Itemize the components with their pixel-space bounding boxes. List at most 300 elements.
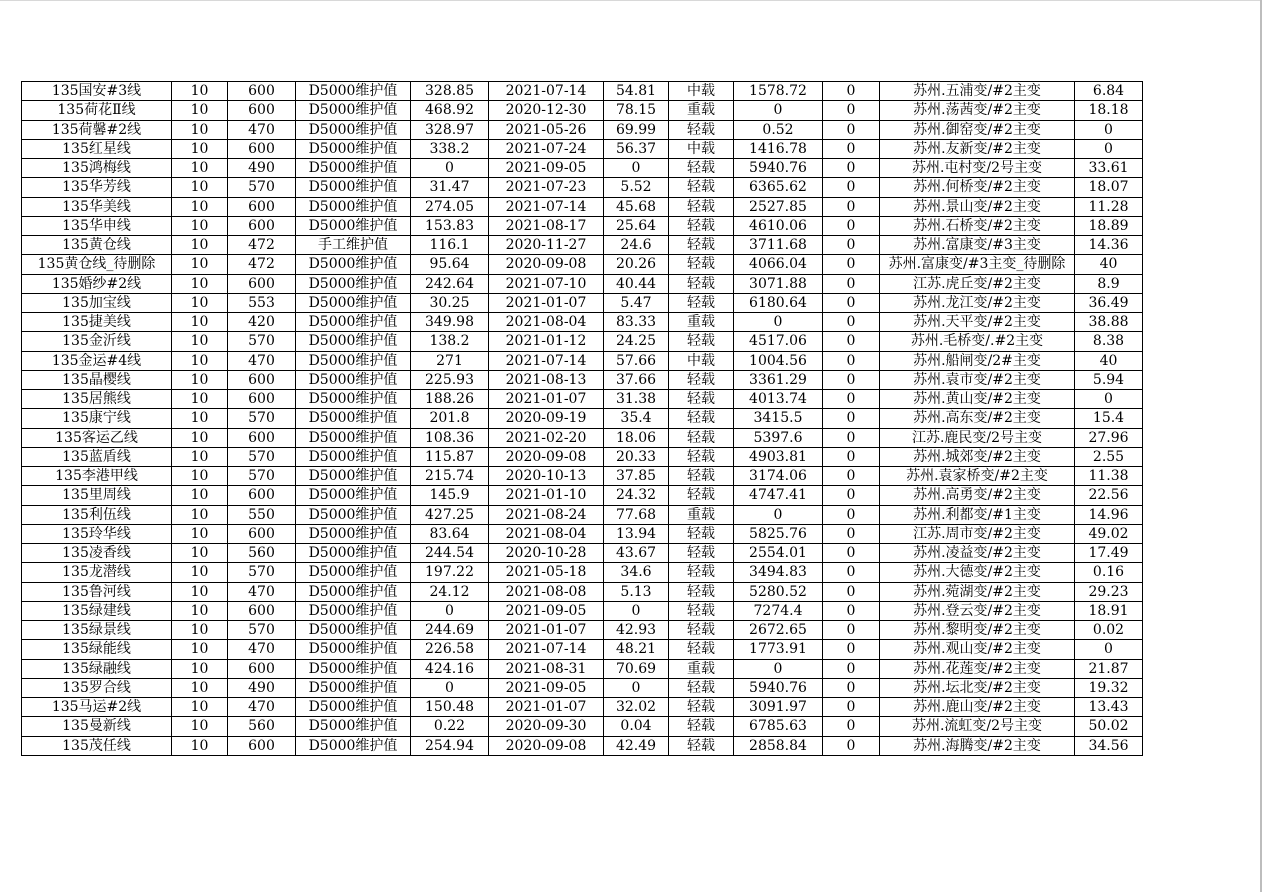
transformer-rate-cell[interactable]: 18.91 xyxy=(1075,601,1143,620)
zero-cell[interactable]: 0 xyxy=(823,101,880,120)
transformer-rate-cell[interactable]: 6.84 xyxy=(1075,82,1143,101)
current-cell[interactable]: 83.64 xyxy=(411,524,489,543)
value-source-cell[interactable]: D5000维护值 xyxy=(296,390,411,409)
current-cell[interactable]: 215.74 xyxy=(411,467,489,486)
current-cell[interactable]: 150.48 xyxy=(411,698,489,717)
voltage-cell[interactable]: 10 xyxy=(172,582,228,601)
voltage-cell[interactable]: 10 xyxy=(172,197,228,216)
load-status-cell[interactable]: 轻载 xyxy=(669,486,734,505)
transformer-rate-cell[interactable]: 50.02 xyxy=(1075,717,1143,736)
margin-cell[interactable]: 2672.65 xyxy=(734,621,823,640)
margin-cell[interactable]: 2527.85 xyxy=(734,197,823,216)
voltage-cell[interactable]: 10 xyxy=(172,640,228,659)
load-status-cell[interactable]: 轻载 xyxy=(669,621,734,640)
load-rate-cell[interactable]: 54.81 xyxy=(604,82,669,101)
rated-capacity-cell[interactable]: 600 xyxy=(228,736,296,755)
voltage-cell[interactable]: 10 xyxy=(172,139,228,158)
voltage-cell[interactable]: 10 xyxy=(172,120,228,139)
load-rate-cell[interactable]: 34.6 xyxy=(604,563,669,582)
date-cell[interactable]: 2021-01-10 xyxy=(489,486,604,505)
substation-transformer-cell[interactable]: 苏州.天平变/#2主变 xyxy=(880,313,1075,332)
substation-transformer-cell[interactable]: 苏州.屯村变/2号主变 xyxy=(880,159,1075,178)
zero-cell[interactable]: 0 xyxy=(823,409,880,428)
current-cell[interactable]: 225.93 xyxy=(411,370,489,389)
zero-cell[interactable]: 0 xyxy=(823,601,880,620)
value-source-cell[interactable]: D5000维护值 xyxy=(296,197,411,216)
substation-transformer-cell[interactable]: 苏州.龙江变/#2主变 xyxy=(880,293,1075,312)
current-cell[interactable]: 468.92 xyxy=(411,101,489,120)
current-cell[interactable]: 108.36 xyxy=(411,428,489,447)
line-name-cell[interactable]: 135捷美线 xyxy=(22,313,172,332)
zero-cell[interactable]: 0 xyxy=(823,197,880,216)
substation-transformer-cell[interactable]: 苏州.黄山变/#2主变 xyxy=(880,390,1075,409)
load-status-cell[interactable]: 轻载 xyxy=(669,544,734,563)
voltage-cell[interactable]: 10 xyxy=(172,159,228,178)
zero-cell[interactable]: 0 xyxy=(823,486,880,505)
current-cell[interactable]: 197.22 xyxy=(411,563,489,582)
line-name-cell[interactable]: 135绿建线 xyxy=(22,601,172,620)
date-cell[interactable]: 2021-05-18 xyxy=(489,563,604,582)
current-cell[interactable]: 95.64 xyxy=(411,255,489,274)
line-name-cell[interactable]: 135加宝线 xyxy=(22,293,172,312)
transformer-rate-cell[interactable]: 40 xyxy=(1075,351,1143,370)
date-cell[interactable]: 2020-09-08 xyxy=(489,255,604,274)
current-cell[interactable]: 242.64 xyxy=(411,274,489,293)
load-status-cell[interactable]: 轻载 xyxy=(669,197,734,216)
line-name-cell[interactable]: 135凌香线 xyxy=(22,544,172,563)
line-name-cell[interactable]: 135国安#3线 xyxy=(22,82,172,101)
value-source-cell[interactable]: D5000维护值 xyxy=(296,659,411,678)
load-status-cell[interactable]: 轻载 xyxy=(669,370,734,389)
margin-cell[interactable]: 3711.68 xyxy=(734,236,823,255)
line-name-cell[interactable]: 135绿融线 xyxy=(22,659,172,678)
margin-cell[interactable]: 0 xyxy=(734,313,823,332)
margin-cell[interactable]: 0 xyxy=(734,505,823,524)
load-status-cell[interactable]: 重载 xyxy=(669,659,734,678)
current-cell[interactable]: 244.54 xyxy=(411,544,489,563)
substation-transformer-cell[interactable]: 苏州.富康变/#3主变_待删除 xyxy=(880,255,1075,274)
line-name-cell[interactable]: 135里周线 xyxy=(22,486,172,505)
value-source-cell[interactable]: D5000维护值 xyxy=(296,601,411,620)
line-name-cell[interactable]: 135鸿梅线 xyxy=(22,159,172,178)
value-source-cell[interactable]: D5000维护值 xyxy=(296,101,411,120)
rated-capacity-cell[interactable]: 470 xyxy=(228,698,296,717)
date-cell[interactable]: 2020-12-30 xyxy=(489,101,604,120)
load-rate-cell[interactable]: 57.66 xyxy=(604,351,669,370)
margin-cell[interactable]: 6365.62 xyxy=(734,178,823,197)
value-source-cell[interactable]: D5000维护值 xyxy=(296,159,411,178)
date-cell[interactable]: 2020-09-30 xyxy=(489,717,604,736)
transformer-rate-cell[interactable]: 0.16 xyxy=(1075,563,1143,582)
voltage-cell[interactable]: 10 xyxy=(172,486,228,505)
substation-transformer-cell[interactable]: 苏州.景山变/#2主变 xyxy=(880,197,1075,216)
substation-transformer-cell[interactable]: 江苏.鹿民变/2号主变 xyxy=(880,428,1075,447)
transformer-rate-cell[interactable]: 27.96 xyxy=(1075,428,1143,447)
voltage-cell[interactable]: 10 xyxy=(172,717,228,736)
load-rate-cell[interactable]: 31.38 xyxy=(604,390,669,409)
current-cell[interactable]: 0 xyxy=(411,601,489,620)
voltage-cell[interactable]: 10 xyxy=(172,351,228,370)
margin-cell[interactable]: 7274.4 xyxy=(734,601,823,620)
transformer-rate-cell[interactable]: 17.49 xyxy=(1075,544,1143,563)
date-cell[interactable]: 2021-08-17 xyxy=(489,216,604,235)
zero-cell[interactable]: 0 xyxy=(823,678,880,697)
substation-transformer-cell[interactable]: 苏州.船闸变/2#主变 xyxy=(880,351,1075,370)
load-rate-cell[interactable]: 37.85 xyxy=(604,467,669,486)
current-cell[interactable]: 338.2 xyxy=(411,139,489,158)
date-cell[interactable]: 2021-07-23 xyxy=(489,178,604,197)
current-cell[interactable]: 0 xyxy=(411,159,489,178)
transformer-rate-cell[interactable]: 8.9 xyxy=(1075,274,1143,293)
zero-cell[interactable]: 0 xyxy=(823,332,880,351)
load-status-cell[interactable]: 轻载 xyxy=(669,563,734,582)
zero-cell[interactable]: 0 xyxy=(823,255,880,274)
transformer-rate-cell[interactable]: 11.28 xyxy=(1075,197,1143,216)
load-status-cell[interactable]: 轻载 xyxy=(669,678,734,697)
load-status-cell[interactable]: 轻载 xyxy=(669,178,734,197)
date-cell[interactable]: 2021-07-14 xyxy=(489,351,604,370)
rated-capacity-cell[interactable]: 420 xyxy=(228,313,296,332)
substation-transformer-cell[interactable]: 苏州.登云变/#2主变 xyxy=(880,601,1075,620)
substation-transformer-cell[interactable]: 苏州.坛北变/#2主变 xyxy=(880,678,1075,697)
voltage-cell[interactable]: 10 xyxy=(172,313,228,332)
line-name-cell[interactable]: 135晶樱线 xyxy=(22,370,172,389)
load-status-cell[interactable]: 轻载 xyxy=(669,717,734,736)
transformer-rate-cell[interactable]: 40 xyxy=(1075,255,1143,274)
load-rate-cell[interactable]: 0.04 xyxy=(604,717,669,736)
current-cell[interactable]: 116.1 xyxy=(411,236,489,255)
date-cell[interactable]: 2021-09-05 xyxy=(489,159,604,178)
substation-transformer-cell[interactable]: 江苏.周市变/#2主变 xyxy=(880,524,1075,543)
line-name-cell[interactable]: 135绿能线 xyxy=(22,640,172,659)
transformer-rate-cell[interactable]: 19.32 xyxy=(1075,678,1143,697)
value-source-cell[interactable]: D5000维护值 xyxy=(296,505,411,524)
current-cell[interactable]: 31.47 xyxy=(411,178,489,197)
load-status-cell[interactable]: 轻载 xyxy=(669,447,734,466)
rated-capacity-cell[interactable]: 570 xyxy=(228,621,296,640)
substation-transformer-cell[interactable]: 江苏.虎丘变/#2主变 xyxy=(880,274,1075,293)
date-cell[interactable]: 2020-10-28 xyxy=(489,544,604,563)
value-source-cell[interactable]: D5000维护值 xyxy=(296,274,411,293)
rated-capacity-cell[interactable]: 490 xyxy=(228,159,296,178)
line-name-cell[interactable]: 135李港甲线 xyxy=(22,467,172,486)
line-name-cell[interactable]: 135蓝盾线 xyxy=(22,447,172,466)
zero-cell[interactable]: 0 xyxy=(823,390,880,409)
load-status-cell[interactable]: 轻载 xyxy=(669,236,734,255)
zero-cell[interactable]: 0 xyxy=(823,428,880,447)
date-cell[interactable]: 2021-08-13 xyxy=(489,370,604,389)
load-status-cell[interactable]: 轻载 xyxy=(669,428,734,447)
current-cell[interactable]: 30.25 xyxy=(411,293,489,312)
load-rate-cell[interactable]: 40.44 xyxy=(604,274,669,293)
voltage-cell[interactable]: 10 xyxy=(172,409,228,428)
current-cell[interactable]: 226.58 xyxy=(411,640,489,659)
margin-cell[interactable]: 4610.06 xyxy=(734,216,823,235)
load-status-cell[interactable]: 轻载 xyxy=(669,640,734,659)
current-cell[interactable]: 427.25 xyxy=(411,505,489,524)
value-source-cell[interactable]: D5000维护值 xyxy=(296,178,411,197)
load-rate-cell[interactable]: 25.64 xyxy=(604,216,669,235)
date-cell[interactable]: 2020-11-27 xyxy=(489,236,604,255)
value-source-cell[interactable]: D5000维护值 xyxy=(296,216,411,235)
zero-cell[interactable]: 0 xyxy=(823,236,880,255)
date-cell[interactable]: 2021-08-31 xyxy=(489,659,604,678)
value-source-cell[interactable]: D5000维护值 xyxy=(296,467,411,486)
substation-transformer-cell[interactable]: 苏州.友新变/#2主变 xyxy=(880,139,1075,158)
load-rate-cell[interactable]: 78.15 xyxy=(604,101,669,120)
value-source-cell[interactable]: D5000维护值 xyxy=(296,544,411,563)
current-cell[interactable]: 349.98 xyxy=(411,313,489,332)
voltage-cell[interactable]: 10 xyxy=(172,601,228,620)
transformer-rate-cell[interactable]: 0.02 xyxy=(1075,621,1143,640)
margin-cell[interactable]: 3091.97 xyxy=(734,698,823,717)
margin-cell[interactable]: 1578.72 xyxy=(734,82,823,101)
load-rate-cell[interactable]: 45.68 xyxy=(604,197,669,216)
transformer-rate-cell[interactable]: 5.94 xyxy=(1075,370,1143,389)
transformer-rate-cell[interactable]: 38.88 xyxy=(1075,313,1143,332)
load-status-cell[interactable]: 轻载 xyxy=(669,601,734,620)
zero-cell[interactable]: 0 xyxy=(823,139,880,158)
date-cell[interactable]: 2021-02-20 xyxy=(489,428,604,447)
margin-cell[interactable]: 3071.88 xyxy=(734,274,823,293)
load-status-cell[interactable]: 轻载 xyxy=(669,524,734,543)
substation-transformer-cell[interactable]: 苏州.流虹变/2号主变 xyxy=(880,717,1075,736)
substation-transformer-cell[interactable]: 苏州.高东变/#2主变 xyxy=(880,409,1075,428)
voltage-cell[interactable]: 10 xyxy=(172,255,228,274)
substation-transformer-cell[interactable]: 苏州.何桥变/#2主变 xyxy=(880,178,1075,197)
substation-transformer-cell[interactable]: 苏州.五浦变/#2主变 xyxy=(880,82,1075,101)
transformer-rate-cell[interactable]: 2.55 xyxy=(1075,447,1143,466)
voltage-cell[interactable]: 10 xyxy=(172,332,228,351)
substation-transformer-cell[interactable]: 苏州.黎明变/#2主变 xyxy=(880,621,1075,640)
date-cell[interactable]: 2021-09-05 xyxy=(489,678,604,697)
line-name-cell[interactable]: 135金运#4线 xyxy=(22,351,172,370)
date-cell[interactable]: 2021-07-14 xyxy=(489,82,604,101)
substation-transformer-cell[interactable]: 苏州.利都变/#1主变 xyxy=(880,505,1075,524)
transformer-rate-cell[interactable]: 29.23 xyxy=(1075,582,1143,601)
load-rate-cell[interactable]: 20.26 xyxy=(604,255,669,274)
line-name-cell[interactable]: 135玲华线 xyxy=(22,524,172,543)
value-source-cell[interactable]: D5000维护值 xyxy=(296,255,411,274)
date-cell[interactable]: 2021-08-04 xyxy=(489,313,604,332)
line-name-cell[interactable]: 135曼新线 xyxy=(22,717,172,736)
zero-cell[interactable]: 0 xyxy=(823,467,880,486)
voltage-cell[interactable]: 10 xyxy=(172,274,228,293)
line-name-cell[interactable]: 135绿景线 xyxy=(22,621,172,640)
current-cell[interactable]: 201.8 xyxy=(411,409,489,428)
value-source-cell[interactable]: D5000维护值 xyxy=(296,313,411,332)
zero-cell[interactable]: 0 xyxy=(823,698,880,717)
rated-capacity-cell[interactable]: 490 xyxy=(228,678,296,697)
value-source-cell[interactable]: D5000维护值 xyxy=(296,678,411,697)
load-rate-cell[interactable]: 0 xyxy=(604,601,669,620)
load-status-cell[interactable]: 轻载 xyxy=(669,390,734,409)
current-cell[interactable]: 138.2 xyxy=(411,332,489,351)
zero-cell[interactable]: 0 xyxy=(823,178,880,197)
value-source-cell[interactable]: D5000维护值 xyxy=(296,139,411,158)
current-cell[interactable]: 328.85 xyxy=(411,82,489,101)
zero-cell[interactable]: 0 xyxy=(823,313,880,332)
load-rate-cell[interactable]: 32.02 xyxy=(604,698,669,717)
margin-cell[interactable]: 5825.76 xyxy=(734,524,823,543)
line-name-cell[interactable]: 135罗合线 xyxy=(22,678,172,697)
zero-cell[interactable]: 0 xyxy=(823,216,880,235)
voltage-cell[interactable]: 10 xyxy=(172,563,228,582)
current-cell[interactable]: 0.22 xyxy=(411,717,489,736)
line-name-cell[interactable]: 135康宁线 xyxy=(22,409,172,428)
date-cell[interactable]: 2021-01-07 xyxy=(489,621,604,640)
value-source-cell[interactable]: D5000维护值 xyxy=(296,293,411,312)
margin-cell[interactable]: 1416.78 xyxy=(734,139,823,158)
load-status-cell[interactable]: 重载 xyxy=(669,101,734,120)
load-rate-cell[interactable]: 43.67 xyxy=(604,544,669,563)
line-name-cell[interactable]: 135金沂线 xyxy=(22,332,172,351)
transformer-rate-cell[interactable]: 22.56 xyxy=(1075,486,1143,505)
line-name-cell[interactable]: 135龙潜线 xyxy=(22,563,172,582)
substation-transformer-cell[interactable]: 苏州.富康变/#3主变 xyxy=(880,236,1075,255)
value-source-cell[interactable]: D5000维护值 xyxy=(296,447,411,466)
transformer-rate-cell[interactable]: 18.18 xyxy=(1075,101,1143,120)
date-cell[interactable]: 2021-07-14 xyxy=(489,640,604,659)
rated-capacity-cell[interactable]: 600 xyxy=(228,101,296,120)
rated-capacity-cell[interactable]: 560 xyxy=(228,717,296,736)
load-rate-cell[interactable]: 0 xyxy=(604,159,669,178)
margin-cell[interactable]: 1004.56 xyxy=(734,351,823,370)
current-cell[interactable]: 274.05 xyxy=(411,197,489,216)
line-name-cell[interactable]: 135红星线 xyxy=(22,139,172,158)
line-name-cell[interactable]: 135马运#2线 xyxy=(22,698,172,717)
line-name-cell[interactable]: 135华申线 xyxy=(22,216,172,235)
date-cell[interactable]: 2021-01-12 xyxy=(489,332,604,351)
load-status-cell[interactable]: 轻载 xyxy=(669,332,734,351)
rated-capacity-cell[interactable]: 470 xyxy=(228,120,296,139)
transformer-rate-cell[interactable]: 8.38 xyxy=(1075,332,1143,351)
margin-cell[interactable]: 3174.06 xyxy=(734,467,823,486)
voltage-cell[interactable]: 10 xyxy=(172,544,228,563)
transformer-rate-cell[interactable]: 0 xyxy=(1075,640,1143,659)
current-cell[interactable]: 115.87 xyxy=(411,447,489,466)
margin-cell[interactable]: 2858.84 xyxy=(734,736,823,755)
margin-cell[interactable]: 4066.04 xyxy=(734,255,823,274)
line-name-cell[interactable]: 135茂任线 xyxy=(22,736,172,755)
load-status-cell[interactable]: 中载 xyxy=(669,82,734,101)
substation-transformer-cell[interactable]: 苏州.城郊变/#2主变 xyxy=(880,447,1075,466)
load-rate-cell[interactable]: 5.13 xyxy=(604,582,669,601)
voltage-cell[interactable]: 10 xyxy=(172,390,228,409)
voltage-cell[interactable]: 10 xyxy=(172,736,228,755)
load-rate-cell[interactable]: 35.4 xyxy=(604,409,669,428)
margin-cell[interactable]: 0 xyxy=(734,659,823,678)
substation-transformer-cell[interactable]: 苏州.御窑变/#2主变 xyxy=(880,120,1075,139)
load-rate-cell[interactable]: 0 xyxy=(604,678,669,697)
date-cell[interactable]: 2021-08-08 xyxy=(489,582,604,601)
load-status-cell[interactable]: 轻载 xyxy=(669,274,734,293)
margin-cell[interactable]: 5280.52 xyxy=(734,582,823,601)
value-source-cell[interactable]: D5000维护值 xyxy=(296,524,411,543)
rated-capacity-cell[interactable]: 600 xyxy=(228,390,296,409)
rated-capacity-cell[interactable]: 553 xyxy=(228,293,296,312)
load-status-cell[interactable]: 轻载 xyxy=(669,120,734,139)
load-status-cell[interactable]: 中载 xyxy=(669,351,734,370)
zero-cell[interactable]: 0 xyxy=(823,505,880,524)
date-cell[interactable]: 2021-05-26 xyxy=(489,120,604,139)
line-name-cell[interactable]: 135荷花Ⅱ线 xyxy=(22,101,172,120)
margin-cell[interactable]: 1773.91 xyxy=(734,640,823,659)
substation-transformer-cell[interactable]: 苏州.袁家桥变/#2主变 xyxy=(880,467,1075,486)
load-rate-cell[interactable]: 83.33 xyxy=(604,313,669,332)
rated-capacity-cell[interactable]: 472 xyxy=(228,236,296,255)
substation-transformer-cell[interactable]: 苏州.凌益变/#2主变 xyxy=(880,544,1075,563)
substation-transformer-cell[interactable]: 苏州.鹿山变/#2主变 xyxy=(880,698,1075,717)
rated-capacity-cell[interactable]: 600 xyxy=(228,274,296,293)
value-source-cell[interactable]: D5000维护值 xyxy=(296,486,411,505)
transformer-rate-cell[interactable]: 14.36 xyxy=(1075,236,1143,255)
date-cell[interactable]: 2021-08-04 xyxy=(489,524,604,543)
current-cell[interactable]: 254.94 xyxy=(411,736,489,755)
transformer-rate-cell[interactable]: 18.07 xyxy=(1075,178,1143,197)
value-source-cell[interactable]: D5000维护值 xyxy=(296,409,411,428)
load-status-cell[interactable]: 轻载 xyxy=(669,216,734,235)
rated-capacity-cell[interactable]: 600 xyxy=(228,659,296,678)
value-source-cell[interactable]: D5000维护值 xyxy=(296,717,411,736)
zero-cell[interactable]: 0 xyxy=(823,447,880,466)
value-source-cell[interactable]: D5000维护值 xyxy=(296,332,411,351)
load-rate-cell[interactable]: 48.21 xyxy=(604,640,669,659)
load-status-cell[interactable]: 中载 xyxy=(669,139,734,158)
transformer-rate-cell[interactable]: 33.61 xyxy=(1075,159,1143,178)
date-cell[interactable]: 2021-09-05 xyxy=(489,601,604,620)
value-source-cell[interactable]: D5000维护值 xyxy=(296,640,411,659)
load-rate-cell[interactable]: 24.25 xyxy=(604,332,669,351)
date-cell[interactable]: 2021-07-14 xyxy=(489,197,604,216)
rated-capacity-cell[interactable]: 470 xyxy=(228,582,296,601)
zero-cell[interactable]: 0 xyxy=(823,370,880,389)
zero-cell[interactable]: 0 xyxy=(823,159,880,178)
rated-capacity-cell[interactable]: 472 xyxy=(228,255,296,274)
date-cell[interactable]: 2021-01-07 xyxy=(489,390,604,409)
load-rate-cell[interactable]: 56.37 xyxy=(604,139,669,158)
margin-cell[interactable]: 3415.5 xyxy=(734,409,823,428)
load-rate-cell[interactable]: 13.94 xyxy=(604,524,669,543)
line-name-cell[interactable]: 135居熊线 xyxy=(22,390,172,409)
line-name-cell[interactable]: 135黄仓线_待删除 xyxy=(22,255,172,274)
voltage-cell[interactable]: 10 xyxy=(172,82,228,101)
margin-cell[interactable]: 5397.6 xyxy=(734,428,823,447)
voltage-cell[interactable]: 10 xyxy=(172,621,228,640)
substation-transformer-cell[interactable]: 苏州.荡茜变/#2主变 xyxy=(880,101,1075,120)
margin-cell[interactable]: 4013.74 xyxy=(734,390,823,409)
rated-capacity-cell[interactable]: 470 xyxy=(228,351,296,370)
current-cell[interactable]: 145.9 xyxy=(411,486,489,505)
substation-transformer-cell[interactable]: 苏州.袁市变/#2主变 xyxy=(880,370,1075,389)
line-name-cell[interactable]: 135利伍线 xyxy=(22,505,172,524)
voltage-cell[interactable]: 10 xyxy=(172,447,228,466)
substation-transformer-cell[interactable]: 苏州.花莲变/#2主变 xyxy=(880,659,1075,678)
date-cell[interactable]: 2020-10-13 xyxy=(489,467,604,486)
voltage-cell[interactable]: 10 xyxy=(172,101,228,120)
line-name-cell[interactable]: 135婚纱#2线 xyxy=(22,274,172,293)
zero-cell[interactable]: 0 xyxy=(823,524,880,543)
value-source-cell[interactable]: D5000维护值 xyxy=(296,370,411,389)
line-name-cell[interactable]: 135荷馨#2线 xyxy=(22,120,172,139)
current-cell[interactable]: 24.12 xyxy=(411,582,489,601)
margin-cell[interactable]: 6785.63 xyxy=(734,717,823,736)
date-cell[interactable]: 2021-08-24 xyxy=(489,505,604,524)
substation-transformer-cell[interactable]: 苏州.高勇变/#2主变 xyxy=(880,486,1075,505)
transformer-rate-cell[interactable]: 0 xyxy=(1075,139,1143,158)
value-source-cell[interactable]: D5000维护值 xyxy=(296,82,411,101)
zero-cell[interactable]: 0 xyxy=(823,640,880,659)
